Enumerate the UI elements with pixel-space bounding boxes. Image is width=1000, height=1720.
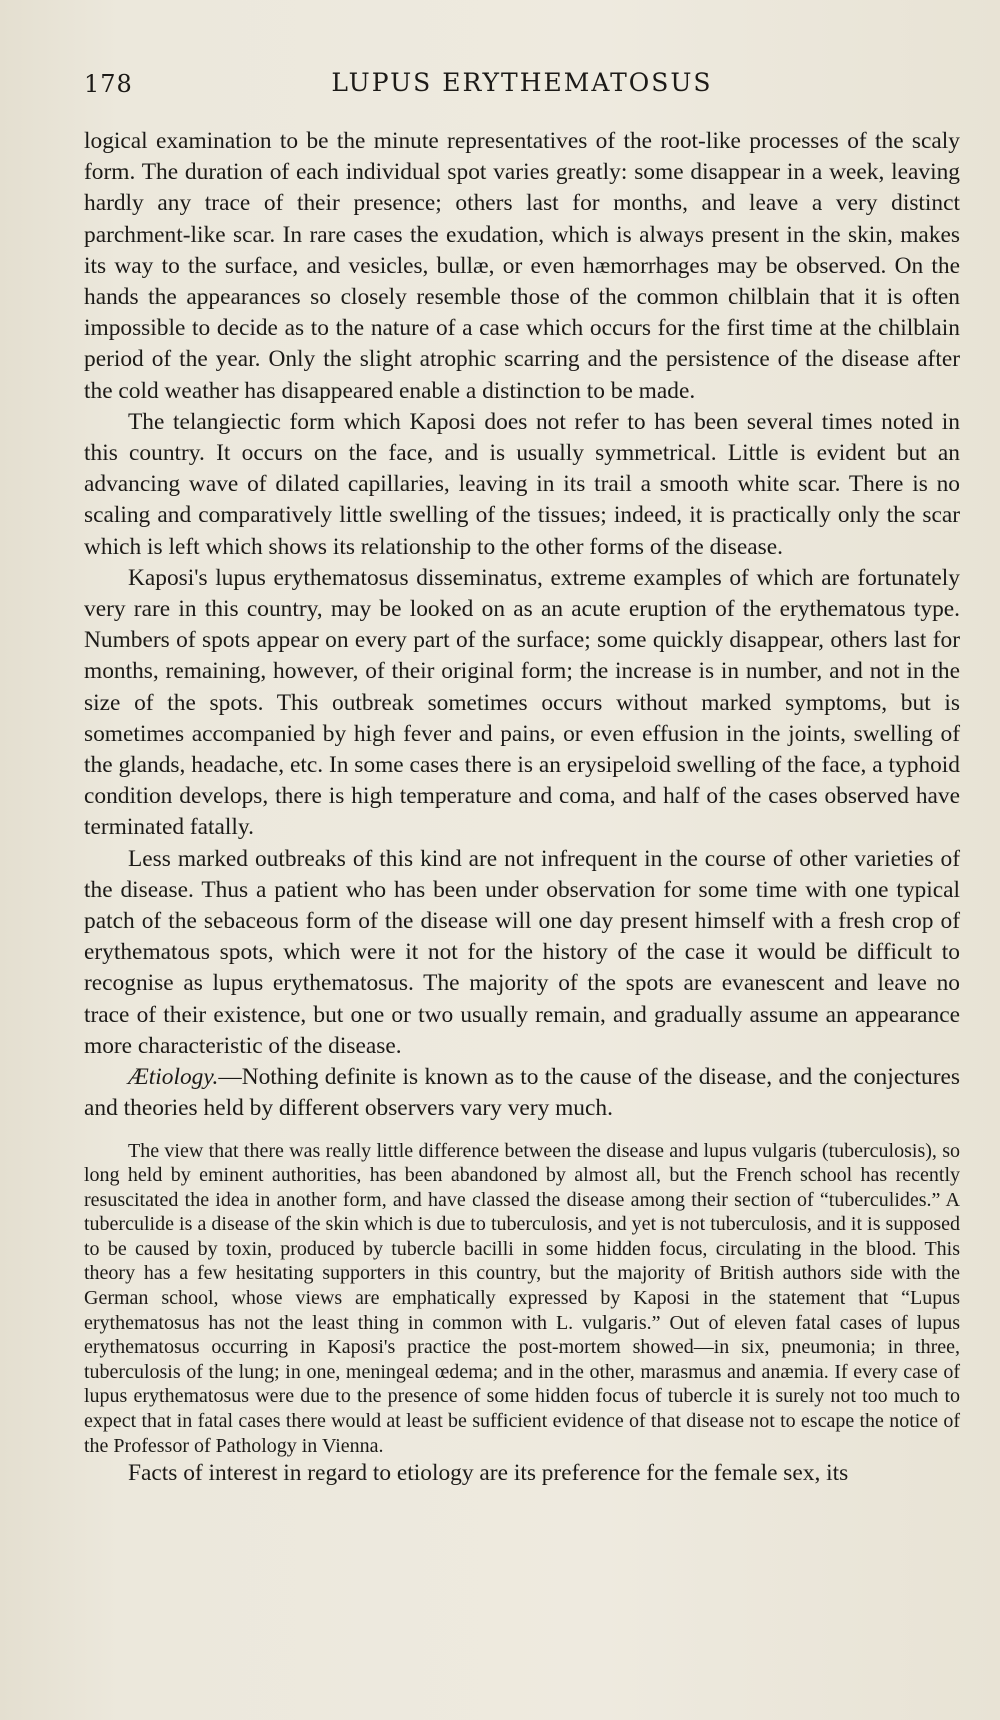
small-print-section (84, 1139, 960, 1459)
paragraph-outbreaks: Less marked outbreaks of this kind are not infrequent in the course of other varieties of the disease. Thus a patient who has been under observation for some time with one typical patch of the sebaceous form of the disease will one day present himself with a fresh crop of erythematous spots, which were it not for the history of the case it would be difficult to recognise as lupus erythematosus. The majority of the spots are evanescent and leave no trace of their existence, but one or two usually remain, and gradually assume an appearance more characteristic of the disease. (84, 845, 960, 1059)
page-header (84, 64, 960, 104)
running-head: LUPUS ERYTHEMATOSUS (331, 68, 713, 97)
paragraph-etiology (84, 1062, 960, 1124)
page-number: 178 (84, 70, 133, 98)
paragraph-telangiectic: The telangiectic form which Kaposi does not refer to has been several times noted in this country. It occurs on the face, and is usually symmetrical. Little is evident but an advancing wave of dilated capillaries, leaving in its trail a smooth white scar. There is no scaling and comparatively little swelling of the tissues; indeed, it is practically only the scar which is left which shows its relationship to the other forms of the disease. (84, 408, 960, 560)
small-print-paragraph: The view that there was really little difference between the disease and lupus vulgaris (tuberculosis), so long held by eminent authorities, has been abandoned by almost all, but the French school has recently resuscitated the idea in another form, and have classed the disease among their section of “tuberculides.” A tuberculide is a disease of the skin which is due to tuberculosis, and yet is not tuberculosis, and it is supposed to be caused by toxin, produced by tubercle bacilli in some hidden focus, circulating in the blood. This theory has a few hesitating supporters in this country, but the majority of British authors side with the German school, whose views are emphatically expressed by Kaposi in the statement that “Lupus erythematosus has not the least thing in common with L. vulgaris.” Out of eleven fatal cases of lupus erythematosus occurring in Kaposi's practice the post-mortem showed—in six, pneumonia; in three, tuberculosis of the lung; in one, meningeal œdema; and in the other, marasmus and anæmia. If every case of lupus erythematosus were due to the presence of some hidden focus of tubercle it is surely not too much to expect that in fatal cases there would at least be sufficient evidence of that disease not to escape the notice of the Professor of Pathology in Vienna. (84, 1139, 960, 1457)
paragraph-disseminatus: Kaposi's lupus erythematosus disseminatus, extreme examples of which are fortunately very rare in this country, may be looked on as an acute eruption of the erythematous type. Numbers of spots appear on every part of the surface; some quickly disappear, others last for months, remaining, however, of their original form; the increase is in number, and not in the size of the spots. This outbreak sometimes occurs without marked symptoms, but is sometimes accompanied by high fever and pains, or even effusion in the joints, swelling of the glands, headache, etc. In some cases there is an erysipeloid swelling of the face, a typhoid condition develops, there is high temperature and coma, and half of the cases observed have terminated fatally. (84, 564, 960, 841)
etiology-text: —Nothing definite is known as to the cause of the disease, and the conjectures and theories held by different observers vary very much. (84, 1064, 960, 1122)
paragraph-continuation: logical examination to be the minute representatives of the root-like processes of the scaly form. The duration of each individual spot varies greatly: some disappear in a week, leaving hardly any trace of their presence; others last for months, and leave a very distinct parchment-like scar. In rare cases the exudation, which is always present in the skin, makes its way to the surface, and vesicles, bullæ, or even hæmorrhages may be observed. On the hands the appearances so closely resemble those of the common chilblain that it is often impossible to decide as to the nature of a case which occurs for the first time at the chilblain period of the year. Only the slight atrophic scarring and the persistence of the disease after the cold weather has disappeared enable a distinction to be made. (84, 128, 960, 404)
final-line: Facts of interest in regard to etiology are its preference for the female sex, its (128, 1460, 849, 1487)
main-text (84, 126, 960, 1125)
etiology-heading: Ætiology. (128, 1064, 219, 1091)
